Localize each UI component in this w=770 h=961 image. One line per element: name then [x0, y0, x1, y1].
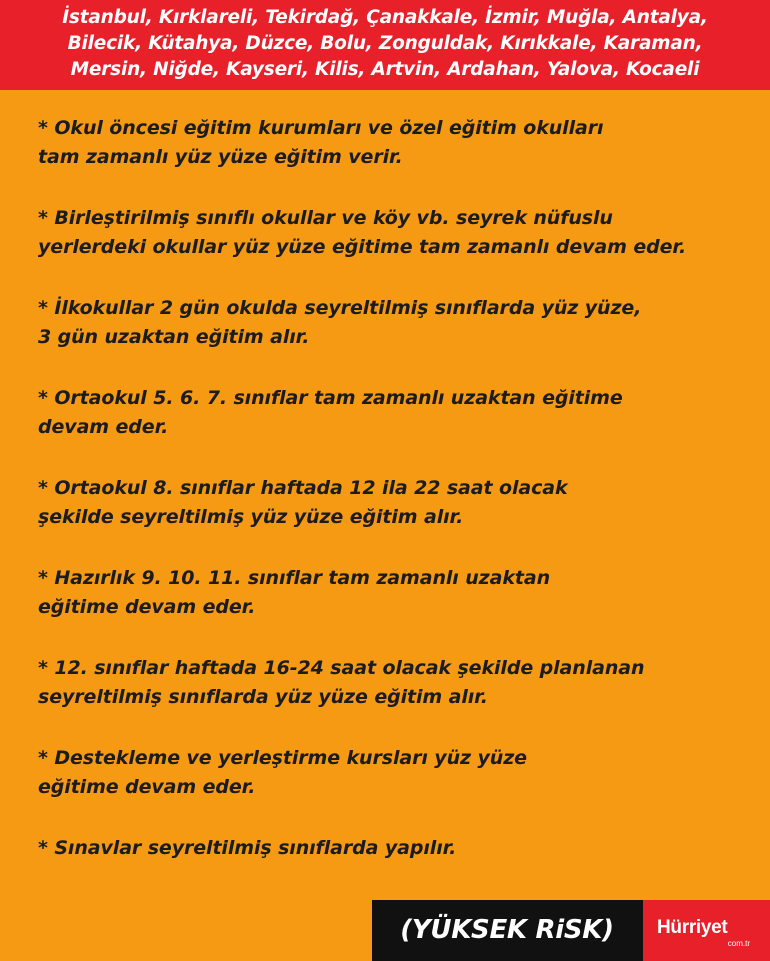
province-list-line: Bilecik, Kütahya, Düzce, Bolu, Zonguldak, Kırıkkale, Karaman, [67, 33, 703, 54]
hurriyet-logo [643, 900, 770, 961]
rule-line: yerlerdeki okullar yüz yüze eğitime tam zamanlı devam eder. [38, 236, 687, 258]
rule-line: * Ortaokul 5. 6. 7. sınıflar tam zamanlı uzaktan eğitime [38, 387, 623, 409]
rule-line: * 12. sınıflar haftada 16-24 saat olacak şekilde planlanan [38, 657, 645, 679]
rule-line: * Destekleme ve yerleştirme kursları yüz yüze [38, 747, 527, 769]
rule-line: * İlkokullar 2 gün okulda seyreltilmiş sınıflarda yüz yüze, [38, 297, 642, 319]
rule-line: 3 gün uzaktan eğitim alır. [38, 326, 310, 348]
rule-line: * Hazırlık 9. 10. 11. sınıflar tam zamanlı uzaktan [38, 567, 550, 589]
risk-level-label: (YÜKSEK RiSK) [400, 915, 614, 945]
footer-bar [372, 900, 770, 961]
rule-line: devam eder. [38, 416, 169, 438]
brand-name: Hürriyet [657, 917, 728, 938]
rule-item [38, 204, 758, 262]
province-list-line: İstanbul, Kırklareli, Tekirdağ, Çanakkale, İzmir, Muğla, Antalya, [62, 7, 708, 28]
brand-domain: com.tr [727, 939, 750, 948]
rule-item [38, 834, 758, 863]
rule-line: * Ortaokul 8. sınıflar haftada 12 ila 22 saat olacak [38, 477, 568, 499]
rule-item [38, 744, 758, 802]
rule-line: şekilde seyreltilmiş yüz yüze eğitim alır. [38, 506, 464, 528]
rule-item [38, 474, 758, 532]
rule-line: seyreltilmiş sınıflarda yüz yüze eğitim alır. [38, 686, 488, 708]
rule-item [38, 384, 758, 442]
rule-item [38, 294, 758, 352]
rule-line: * Sınavlar seyreltilmiş sınıflarda yapılır. [38, 837, 457, 859]
rule-line: * Okul öncesi eğitim kurumları ve özel eğitim okulları [38, 117, 604, 139]
rule-line: * Birleştirilmiş sınıflı okullar ve köy vb. seyrek nüfuslu [38, 207, 613, 229]
rule-item [38, 654, 758, 712]
education-rules-list [38, 114, 758, 895]
province-list-header [0, 0, 770, 90]
rule-item [38, 114, 758, 172]
rule-line: eğitime devam eder. [38, 776, 256, 798]
province-list-line: Mersin, Niğde, Kayseri, Kilis, Artvin, Ardahan, Yalova, Kocaeli [70, 59, 700, 80]
rule-line: eğitime devam eder. [38, 596, 256, 618]
rule-line: tam zamanlı yüz yüze eğitim verir. [38, 146, 403, 168]
rule-item [38, 564, 758, 622]
